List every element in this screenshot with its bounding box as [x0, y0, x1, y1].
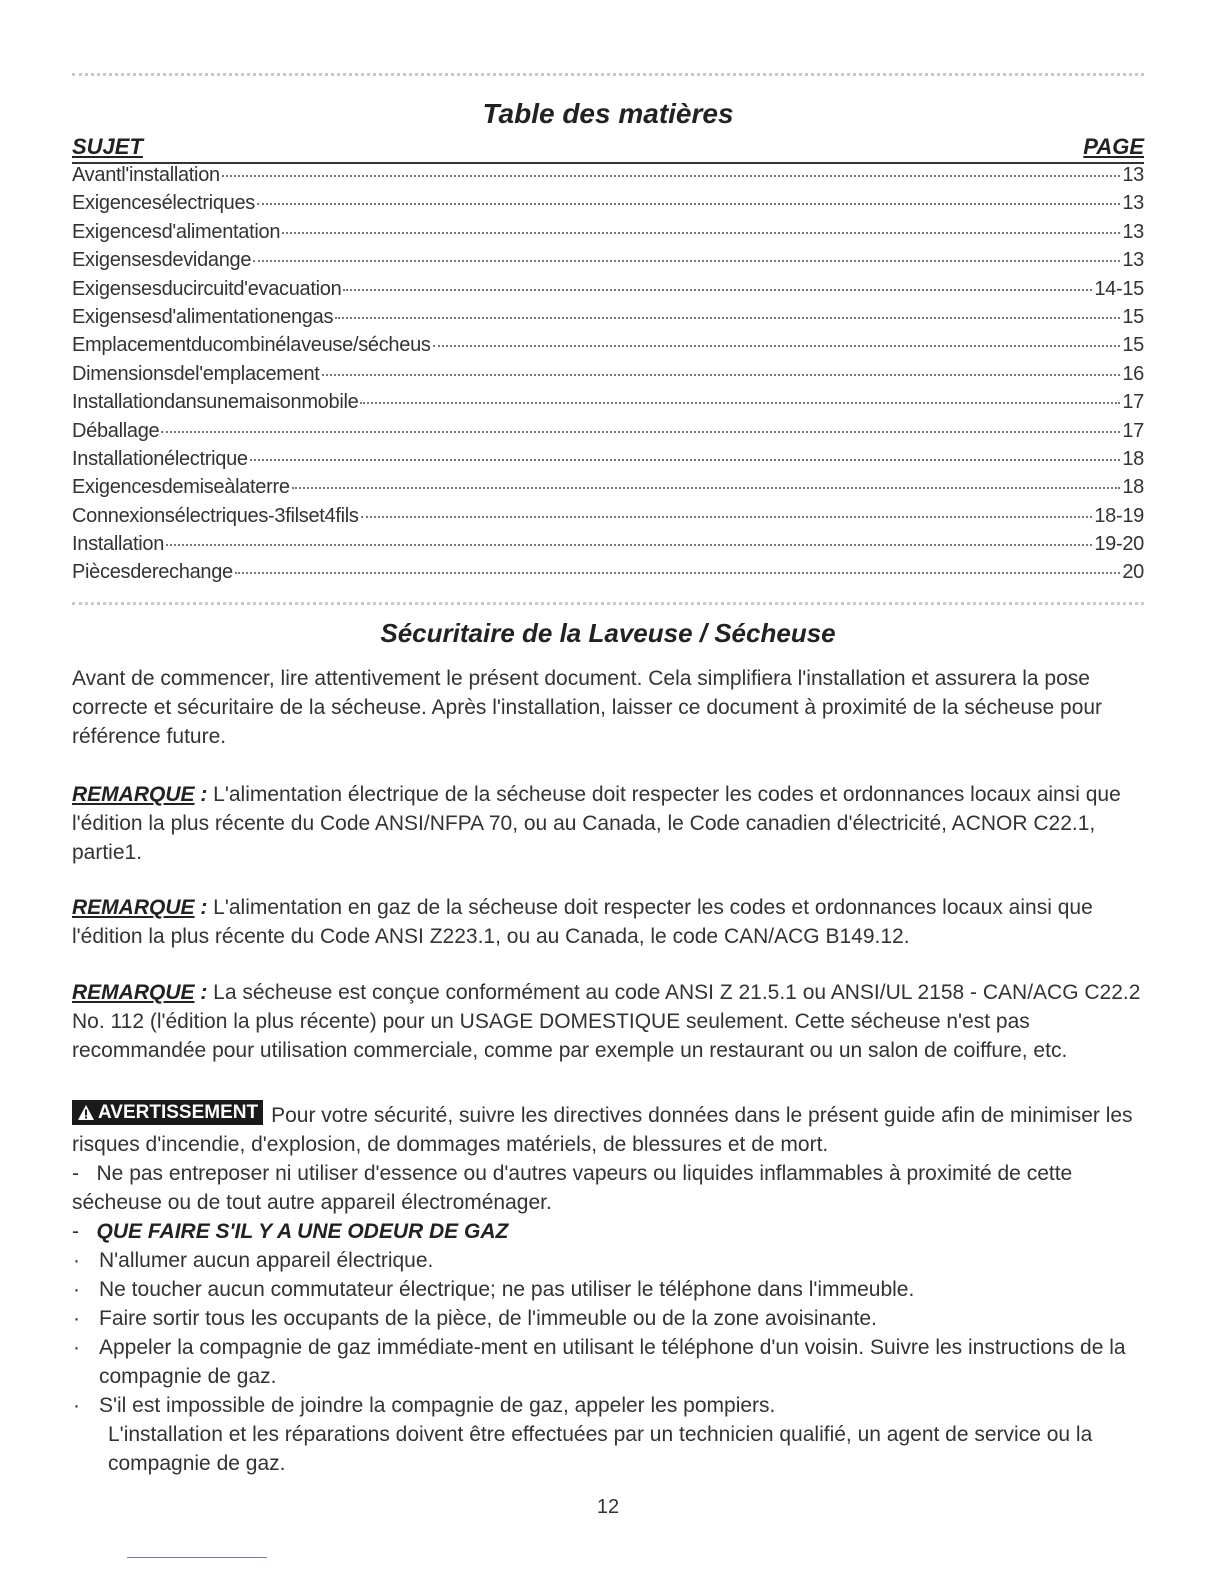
toc-entry-label: Exigencesd'alimentation	[72, 220, 281, 243]
toc-entry-label: Installation	[72, 533, 165, 556]
remark-domestic	[72, 978, 1144, 1065]
toc-entry-label: Emplacementducombinélaveuse/sécheus	[72, 334, 431, 357]
toc-entry-label: Installationélectrique	[72, 447, 248, 470]
toc-entry-label: Exigensesdevidange	[72, 249, 252, 272]
remark-label	[72, 896, 207, 919]
leader-dots	[343, 289, 1092, 291]
toc-entry-label: Exigensesducircuitd'evacuation	[72, 277, 342, 300]
leader-dots	[335, 317, 1120, 319]
warning-item-text: Ne pas entreposer ni utiliser d'essence ou d'autres vapeurs ou liquides inflammables à proximité de cette sécheuse ou de tout autre appareil électroménager.	[72, 1162, 1073, 1214]
gas-bullet-text: Faire sortir tous les occupants de la pièce, de l'immeuble ou de la zone avoisinante.	[99, 1307, 877, 1330]
intro-paragraph: Avant de commencer, lire attentivement le présent document. Cela simplifiera l'installation et assurera la pose correcte et sécuritaire de la sécheuse. Après l'installation, laisser ce document à proximité de la sécheuse pour référence future.	[72, 667, 1103, 748]
remark-gas	[72, 893, 1144, 951]
toc-entry-page: 18-19	[1094, 504, 1144, 527]
remark-text: La sécheuse est conçue conformément au code ANSI Z 21.5.1 ou ANSI/UL 2158 - CAN/ACG C22.2 No. 112 (l'édition la plus récente) pour un USAGE DOMESTIQUE seulement. Cette sécheuse n'est pas recommandée pour utilisation commerciale, comme par exemple un restaurant ou un salon de coiffure, etc.	[72, 981, 1141, 1062]
toc-entry-page: 19-20	[1094, 533, 1144, 556]
leader-dots	[222, 175, 1120, 177]
toc-entry-page: 15	[1122, 305, 1144, 328]
toc-entry	[72, 448, 1144, 476]
warning-intro	[72, 1100, 1144, 1159]
gas-bullet-text: Ne toucher aucun commutateur électrique; ne pas utiliser le téléphone dans l'immeuble.	[99, 1278, 915, 1301]
toc-entry	[72, 363, 1144, 391]
warning-text: Pour votre sécurité, suivre les directives données dans le présent guide afin de minimiser les risques d'incendie, d'explosion, de dommages matériels, de blessures et de mort.	[72, 1104, 1133, 1156]
warning-item	[72, 1159, 1144, 1217]
leader-dots	[161, 431, 1120, 433]
toc-entry	[72, 533, 1144, 561]
toc-title: Table des matières	[482, 98, 734, 129]
warning-badge	[72, 1100, 263, 1125]
toc-entry-page: 18	[1122, 476, 1144, 499]
toc-entry-page: 15	[1122, 334, 1144, 357]
bullet-dot: ·	[73, 1394, 80, 1417]
toc-entry-label: Exigencesdemiseàlaterre	[72, 476, 290, 499]
toc-entry	[72, 192, 1144, 220]
leader-dots	[433, 345, 1121, 347]
remark-label	[72, 981, 207, 1004]
remark-label-text: REMARQUE	[72, 981, 195, 1004]
gas-bullet	[72, 1275, 1144, 1304]
toc-entry	[72, 476, 1144, 504]
toc-entry	[72, 505, 1144, 533]
bullet-dot: ·	[73, 1249, 80, 1272]
toc-entry-page: 14-15	[1094, 277, 1144, 300]
toc-entry-label: Avantl'installation	[72, 164, 220, 186]
remark-text: L'alimentation en gaz de la sécheuse doit respecter les codes et ordonnances locaux ainsi que l'édition la plus récente du Code ANSI Z223.1, ou au Canada, le code CAN/ACG B149.12.	[72, 896, 1093, 948]
leader-dots	[166, 544, 1092, 546]
toc-entry	[72, 278, 1144, 306]
toc-entry	[72, 221, 1144, 249]
gas-bullet	[72, 1391, 1144, 1420]
remark-label	[72, 783, 207, 806]
toc-entry-label: Installationdansunemaisonmobile	[72, 391, 359, 414]
toc-header	[72, 134, 1144, 164]
safety-title: Sécuritaire de la Laveuse / Sécheuse	[380, 618, 836, 648]
gas-heading-line	[72, 1217, 1144, 1246]
leader-dots	[292, 487, 1121, 489]
toc-entry-label: Exigencesélectriques	[72, 192, 255, 215]
warning-badge-text: AVERTISSEMENT	[98, 1102, 259, 1123]
remark-electrical	[72, 780, 1144, 867]
top-divider	[72, 73, 1144, 76]
remark-colon: :	[194, 981, 208, 1004]
gas-bullet-text: S'il est impossible de joindre la compagnie de gaz, appeler les pompiers.	[99, 1394, 776, 1417]
toc-entry	[72, 420, 1144, 448]
warning-block	[72, 1100, 1144, 1478]
gas-bullet-text: Appeler la compagnie de gaz immédiate-ment en utilisant le téléphone d'un voisin. Suivre les instructions de la compagnie de gaz.	[99, 1336, 1126, 1388]
toc-entry-label: Piècesderechange	[72, 561, 233, 584]
toc-entry-page: 13	[1122, 220, 1144, 243]
gas-bullet	[72, 1333, 1144, 1391]
bullet-dot: ·	[73, 1278, 80, 1301]
toc-page-header: PAGE	[1083, 134, 1144, 159]
leader-dots	[322, 374, 1121, 376]
toc-entry-page: 13	[1122, 192, 1144, 215]
leader-dots	[253, 260, 1120, 262]
toc-entry-page: 17	[1122, 419, 1144, 442]
dash-marker: -	[72, 1220, 79, 1243]
leader-dots	[257, 203, 1120, 205]
leader-dots	[360, 402, 1120, 404]
mid-divider	[72, 602, 1144, 605]
toc-entry-page: 13	[1122, 249, 1144, 272]
toc-entry	[72, 561, 1144, 589]
toc-entry-label: Connexionsélectriques-3filset4fils	[72, 504, 359, 527]
gas-heading: QUE FAIRE S'IL Y A UNE ODEUR DE GAZ	[96, 1220, 509, 1243]
toc-entry-page: 18	[1122, 447, 1144, 470]
toc-entry	[72, 306, 1144, 334]
page-number: 12	[596, 1496, 620, 1518]
toc-entry-label: Dimensionsdel'emplacement	[72, 362, 320, 385]
toc-entry	[72, 164, 1144, 192]
toc-list	[72, 164, 1144, 590]
leader-dots	[361, 516, 1093, 518]
bullet-dot: ·	[73, 1307, 80, 1330]
toc-entry-page: 20	[1122, 561, 1144, 584]
toc-entry	[72, 334, 1144, 362]
leader-dots	[235, 572, 1120, 574]
toc-entry-page: 13	[1122, 164, 1144, 186]
toc-entry	[72, 249, 1144, 277]
remark-colon: :	[194, 896, 208, 919]
gas-bullet-text: N'allumer aucun appareil électrique.	[99, 1249, 434, 1272]
remark-label-text: REMARQUE	[72, 783, 195, 806]
closing-note: L'installation et les réparations doivent être effectuées par un technicien qualifié, un agent de service ou la compagnie de gaz.	[108, 1423, 1093, 1475]
gas-bullet	[72, 1304, 1144, 1333]
toc-entry	[72, 391, 1144, 419]
remark-label-text: REMARQUE	[72, 896, 195, 919]
remark-text: L'alimentation électrique de la sécheuse doit respecter les codes et ordonnances locaux ainsi que l'édition la plus récente du Code ANSI/NFPA 70, ou au Canada, le Code canadien d'électricité, ACNOR C22.1, partie1.	[72, 783, 1121, 864]
leader-dots	[282, 232, 1120, 234]
toc-entry-label: Déballage	[72, 419, 160, 442]
dash-marker: -	[72, 1162, 79, 1185]
toc-subject-header: SUJET	[72, 134, 143, 159]
remark-colon: :	[194, 783, 208, 806]
toc-entry-page: 17	[1122, 391, 1144, 414]
warning-triangle-icon	[77, 1104, 95, 1121]
bullet-dot: ·	[73, 1336, 80, 1359]
toc-entry-label: Exigensesd'alimentationengas	[72, 305, 334, 328]
leader-dots	[250, 459, 1121, 461]
footer-line	[127, 1557, 267, 1558]
toc-entry-page: 16	[1122, 362, 1144, 385]
gas-bullet	[72, 1246, 1144, 1275]
